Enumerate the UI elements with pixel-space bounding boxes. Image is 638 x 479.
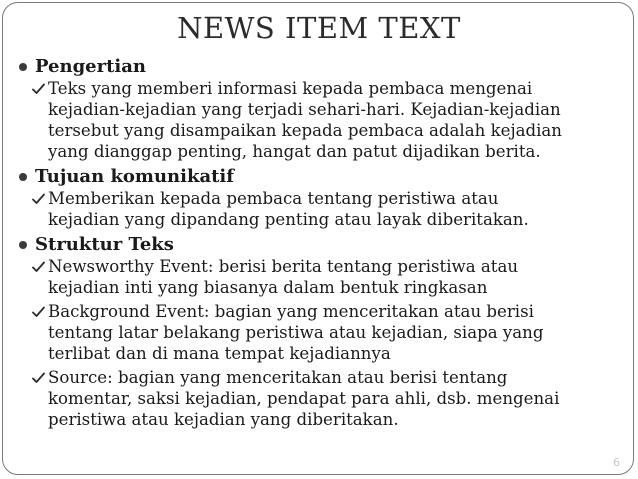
slide-title: NEWS ITEM TEXT <box>177 11 461 45</box>
section-heading-text: Tujuan komunikatif <box>35 166 235 187</box>
list-item <box>32 256 630 298</box>
text-line: tentang latar belakang peristiwa atau kejadian, siapa yang <box>48 323 544 342</box>
text-line: Source: bagian yang menceritakan atau berisi tentang <box>48 368 508 387</box>
text-line: peristiwa atau kejadian yang diberitakan. <box>48 410 399 429</box>
check-mark-icon <box>32 78 46 99</box>
text-line: terlibat dan di mana tempat kejadiannya <box>48 344 391 363</box>
section-struktur-teks <box>18 234 630 430</box>
list-item <box>32 188 630 230</box>
slide-content <box>18 56 630 433</box>
check-mark-icon <box>32 367 46 388</box>
text-line: kejadian inti yang biasanya dalam bentuk ringkasan <box>48 278 488 297</box>
check-mark-icon <box>32 256 46 277</box>
text-line: Memberikan kepada pembaca tentang peristiwa atau <box>48 189 499 208</box>
section-heading <box>18 234 630 256</box>
check-mark-icon <box>32 188 46 209</box>
section-tujuan-komunikatif <box>18 166 630 230</box>
list-item-text <box>48 256 518 298</box>
list-item <box>32 367 630 430</box>
bullet-dot-icon <box>19 173 27 181</box>
list-item-text <box>48 188 529 230</box>
list-item-text <box>48 301 543 364</box>
text-line: Teks yang memberi informasi kepada pembaca mengenai <box>48 79 533 98</box>
text-line: komentar, saksi kejadian, pendapat para ahli, dsb. mengenai <box>48 389 560 408</box>
text-line: yang dianggap penting, hangat dan patut dijadikan berita. <box>48 142 541 161</box>
section-heading-text: Pengertian <box>35 56 147 77</box>
list-item-text <box>48 78 562 162</box>
text-line: Background Event: bagian yang menceritakan atau berisi <box>48 302 534 321</box>
list-item-text <box>48 367 559 430</box>
section-heading <box>18 56 630 78</box>
check-mark-icon <box>32 301 46 322</box>
bullet-dot-icon <box>19 63 27 71</box>
list-item <box>32 301 630 364</box>
section-pengertian <box>18 56 630 162</box>
text-line: Newsworthy Event: berisi berita tentang peristiwa atau <box>48 257 519 276</box>
text-line: kejadian-kejadian yang terjadi sehari-hari. Kejadian-kejadian <box>48 100 561 119</box>
text-line: tersebut yang disampaikan kepada pembaca adalah kejadian <box>48 121 562 140</box>
section-heading <box>18 166 630 188</box>
list-item <box>32 78 630 162</box>
bullet-dot-icon <box>19 241 27 249</box>
section-heading-text: Struktur Teks <box>35 234 174 255</box>
text-line: kejadian yang dipandang penting atau layak diberitakan. <box>48 210 529 229</box>
page-number: 6 <box>613 456 620 469</box>
